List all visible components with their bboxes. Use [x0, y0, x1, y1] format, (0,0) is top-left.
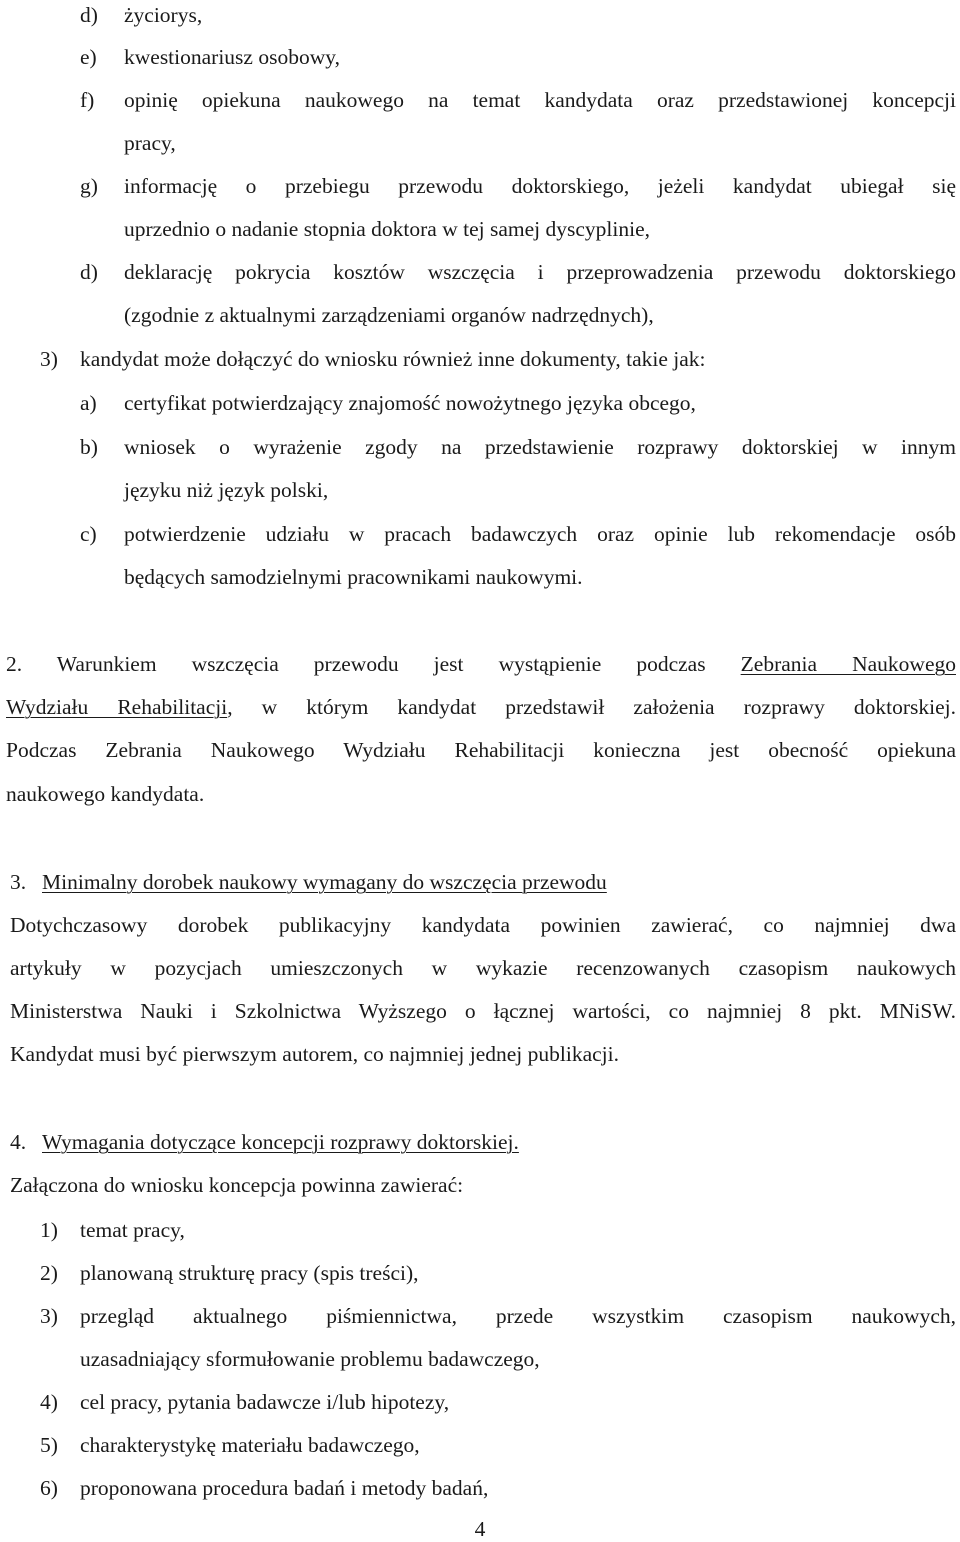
list-label: 1) — [40, 1218, 58, 1242]
section-intro: Załączona do wniosku koncepcja powinna zawierać: — [10, 1173, 464, 1197]
section-heading: Wymagania dotyczące koncepcji rozprawy doktorskiej. — [42, 1130, 519, 1154]
list-label: 5) — [40, 1433, 58, 1457]
section-2-line: Wydziału Rehabilitacji, w którym kandydat przedstawił założenia rozprawy doktorskiej. — [6, 695, 957, 719]
section-2-line: 2. Warunkiem wszczęcia przewodu jest wystąpienie podczas Zebrania Naukowego — [6, 652, 956, 676]
list-label: 4) — [40, 1390, 58, 1414]
list-item: proponowana procedura badań i metody badań, — [80, 1476, 489, 1500]
list-item: uprzednio o nadanie stopnia doktora w tej samej dyscyplinie, — [124, 217, 651, 241]
paragraph-line: Ministerstwa Nauki i Szkolnictwa Wyższego o łącznej wartości, co najmniej 8 pkt. MNiSW. — [10, 999, 956, 1023]
list-item: uzasadniający sformułowanie problemu badawczego, — [80, 1347, 540, 1371]
list-label: f) — [80, 88, 95, 112]
list-item: informację o przebiegu przewodu doktorskiego, jeżeli kandydat ubiegał się — [124, 174, 956, 198]
list-item: charakterystykę materiału badawczego, — [80, 1433, 420, 1457]
page-number: 4 — [474, 1517, 486, 1541]
list-item: cel pracy, pytania badawcze i/lub hipotezy, — [80, 1390, 450, 1414]
section-2-line: Podczas Zebrania Naukowego Wydziału Rehabilitacji konieczna jest obecność opiekuna — [6, 738, 956, 762]
paragraph-line: Kandydat musi być pierwszym autorem, co najmniej jednej publikacji. — [10, 1042, 620, 1066]
list-item: języku niż język polski, — [124, 478, 329, 502]
list-item: kwestionariusz osobowy, — [124, 45, 340, 69]
list-item: temat pracy, — [80, 1218, 185, 1242]
list-label: g) — [80, 174, 98, 198]
list-label: c) — [80, 522, 97, 546]
list-item: życiorys, — [124, 3, 203, 27]
list-item: deklarację pokrycia kosztów wszczęcia i przeprowadzenia przewodu doktorskiego — [124, 260, 956, 284]
list-item: przegląd aktualnego piśmiennictwa, przede wszystkim czasopism naukowych, — [80, 1304, 956, 1328]
list-label: d) — [80, 3, 98, 27]
item-3-text: kandydat może dołączyć do wniosku również inne dokumenty, takie jak: — [80, 347, 706, 371]
list-label: d) — [80, 260, 98, 284]
list-label: 2) — [40, 1261, 58, 1285]
item-3-label: 3) — [40, 347, 58, 371]
underlined-text: Wydziału Rehabilitacji — [6, 695, 228, 719]
paragraph-line: artykuły w pozycjach umieszczonych w wykazie recenzowanych czasopism naukowych — [10, 956, 956, 980]
list-item: pracy, — [124, 131, 176, 155]
list-label: a) — [80, 391, 97, 415]
list-label: e) — [80, 45, 97, 69]
list-item: (zgodnie z aktualnymi zarządzeniami organów nadrzędnych), — [124, 303, 654, 327]
section-number: 3. — [10, 870, 27, 894]
list-label: b) — [80, 435, 98, 459]
list-item: opinię opiekuna naukowego na temat kandydata oraz przedstawionej koncepcji — [124, 88, 956, 112]
list-item: potwierdzenie udziału w pracach badawczych oraz opinie lub rekomendacje osób — [124, 522, 956, 546]
section-heading: Minimalny dorobek naukowy wymagany do wszczęcia przewodu — [42, 870, 607, 894]
list-item: certyfikat potwierdzający znajomość nowożytnego języka obcego, — [124, 391, 696, 415]
list-item: wniosek o wyrażenie zgody na przedstawienie rozprawy doktorskiej w innym — [124, 435, 956, 459]
section-number: 4. — [10, 1130, 27, 1154]
list-item: będących samodzielnymi pracownikami naukowymi. — [124, 565, 583, 589]
list-item: planowaną strukturę pracy (spis treści), — [80, 1261, 419, 1285]
section-2-line: naukowego kandydata. — [6, 782, 205, 806]
underlined-text: Zebrania Naukowego — [740, 652, 956, 676]
list-label: 6) — [40, 1476, 58, 1500]
paragraph-line: Dotychczasowy dorobek publikacyjny kandydata powinien zawierać, co najmniej dwa — [10, 913, 956, 937]
list-label: 3) — [40, 1304, 58, 1328]
